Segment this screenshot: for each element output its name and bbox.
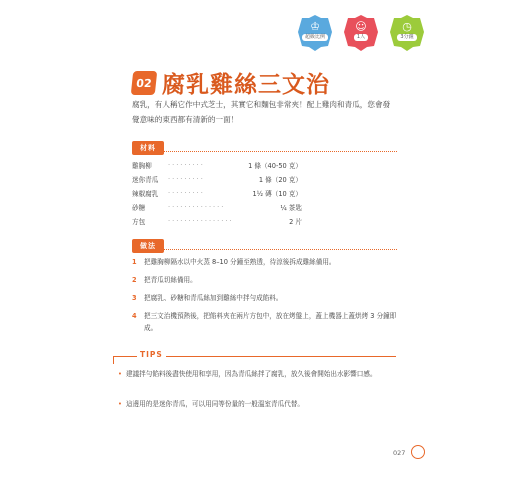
- leader-dots: ··············: [168, 203, 226, 211]
- method-heading: 做法: [132, 239, 164, 253]
- method-steps: [132, 256, 397, 340]
- recipe-number: 02: [131, 71, 158, 95]
- step-text: 把青瓜切絲備用。: [144, 276, 197, 284]
- ingredient-amount: 2 片: [289, 218, 302, 226]
- ingredient-row: [132, 172, 302, 186]
- leader-dots: ················: [168, 217, 234, 225]
- step-text: 把三文治機預熱後，把餡料夾在兩片方包中，放在烤盤上，蓋上機器上蓋烘烤 3 分鐘即成。: [144, 312, 397, 332]
- ingredient-amount: 1½ 磚（10 克）: [252, 190, 302, 198]
- recipe-badges: [297, 14, 425, 52]
- method-step: [132, 256, 397, 268]
- tip-text: 這邊用的是迷你青瓜，可以用同等份量的一般溫室青瓜代替。: [126, 400, 305, 408]
- leader-dots: ·········: [168, 189, 205, 197]
- tips-rule-right: [166, 356, 396, 357]
- ingredient-amount: ¼ 茶匙: [280, 204, 302, 212]
- recipe-title: 腐乳雞絲三文治: [162, 71, 330, 98]
- ingredients-divider: [132, 151, 397, 152]
- chef-hat-icon: ♔: [310, 19, 320, 33]
- recipe-intro: 腐乳，有人稱它作中式芝士，其實它和麵包非常夾！配上雞肉和青瓜，您會發覺意味的東西都有清新的一面！: [132, 100, 391, 124]
- tip-bullet: •: [118, 400, 122, 408]
- ingredient-name: 辣椒腐乳: [132, 190, 159, 198]
- ingredient-row: [132, 214, 302, 228]
- method-step: [132, 274, 397, 286]
- ingredient-row: [132, 200, 302, 214]
- tip-text: 建議拌勻餡料後盡快使用和享用，因為青瓜絲拌了腐乳，放久後會開始出水影響口感。: [126, 370, 377, 378]
- leader-dots: ·········: [168, 161, 205, 169]
- step-number: 2: [132, 276, 137, 284]
- page-number: 027: [393, 449, 406, 457]
- recipe-title-row: [132, 66, 330, 99]
- badge-servings: [343, 14, 379, 52]
- page-ornament-icon: [411, 445, 425, 459]
- clock-icon: ◷: [402, 19, 412, 33]
- badge-label: 1人: [354, 34, 368, 42]
- method-divider: [132, 249, 397, 250]
- ingredients-list: [132, 158, 302, 228]
- leader-dots: ·········: [168, 175, 205, 183]
- badge-difficulty: [297, 14, 333, 52]
- tip-item: [118, 368, 393, 380]
- method-step: [132, 292, 397, 304]
- badge-label: 超級比例: [302, 34, 328, 42]
- ingredient-amount: 1 條（40-50 克）: [248, 162, 302, 170]
- ingredient-row: [132, 186, 302, 200]
- step-number: 4: [132, 312, 137, 320]
- tips-corner: [113, 356, 138, 364]
- ingredients-heading: 材料: [132, 141, 164, 155]
- ingredient-name: 雞胸柳: [132, 162, 152, 170]
- badge-time: [389, 14, 425, 52]
- ingredient-name: 方包: [132, 218, 146, 226]
- tips-heading: TIPS: [140, 350, 163, 359]
- step-text: 把腐乳、砂糖和青瓜絲加到雞絲中拌勻成餡料。: [144, 294, 283, 302]
- step-number: 1: [132, 258, 137, 266]
- ingredient-name: 迷你青瓜: [132, 176, 159, 184]
- person-icon: ☺: [355, 19, 367, 33]
- ingredient-amount: 1 條（20 克）: [258, 176, 302, 184]
- method-step: [132, 310, 397, 334]
- step-text: 把雞胸柳隔水以中火蒸 8–10 分鐘至熟透，待涼後拆成雞絲備用。: [144, 258, 336, 266]
- tip-item: [118, 398, 393, 410]
- badge-label: 3分鐘: [397, 34, 416, 42]
- ingredient-name: 砂糖: [132, 204, 146, 212]
- tip-bullet: •: [118, 370, 122, 378]
- ingredient-row: [132, 158, 302, 172]
- step-number: 3: [132, 294, 137, 302]
